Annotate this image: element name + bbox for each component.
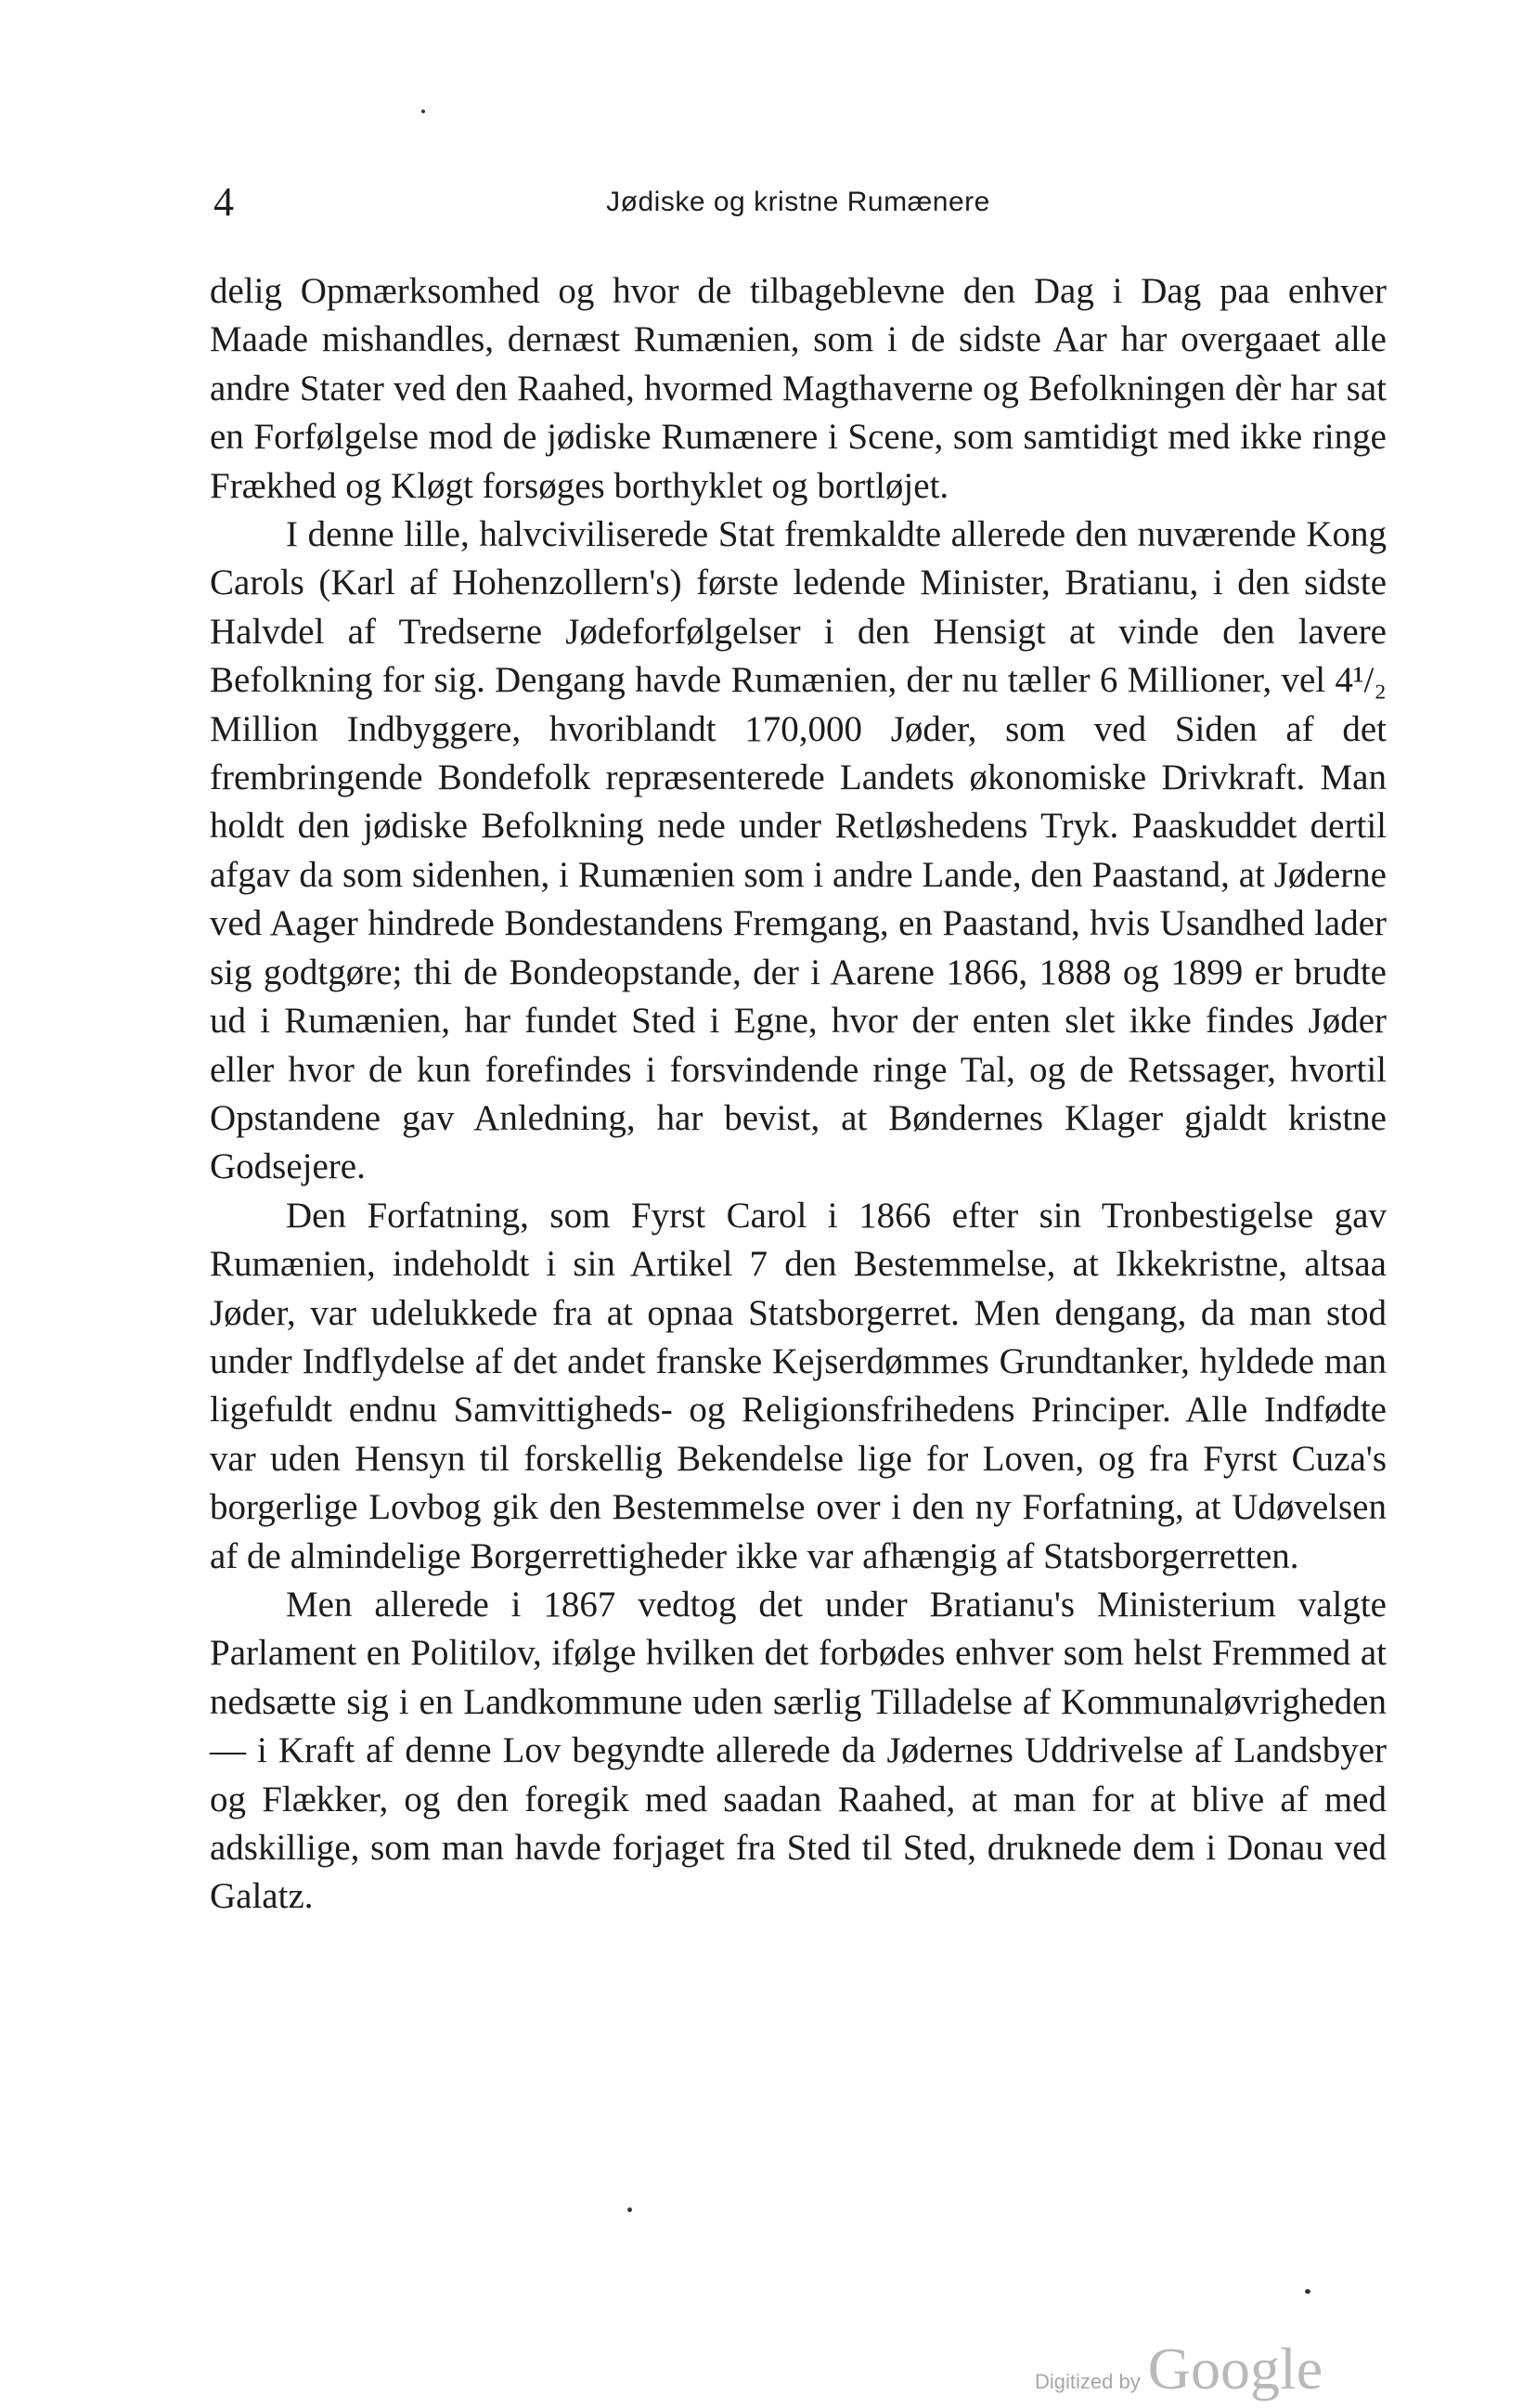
- body-text: [210, 267, 1387, 1922]
- book-page: [210, 0, 1387, 2408]
- running-title: Jødiske og kristne Rumænere: [606, 187, 990, 217]
- digitized-by-google-watermark: [1035, 2335, 1323, 2400]
- digitized-label: Digitized by: [1035, 2370, 1141, 2393]
- paragraph: Men allerede i 1867 vedtog det under Bratianu's Ministerium valgte Parlament en Politilov, ifølge hvilken det forbødes enhver som helst Fremmed at nedsætte sig i en Landkommune uden særlig Tilladelse af Kommunaløvrigheden — i Kraft af denne Lov begyndte allerede da Jødernes Uddrivelse af Landsbyer og Flækker, og den foregik med saadan Raahed, at man for at blive af med adskillige, som man havde forjaget fra Sted til Sted, druknede dem i Donau ved Galatz.: [210, 1584, 1387, 1917]
- page-header: [210, 176, 1387, 228]
- paragraph: I denne lille, halvciviliserede Stat fremkaldte allerede den nuværende Kong Carols (Karl af Hohenzollern's) første ledende Minister, Bratianu, i den sidste Halvdel af Tredserne Jødeforfølgelser i den Hensigt at vinde den lavere Befolkning for sig. Dengang havde Rumænien, der nu tæller 6 Millioner, vel 4¹/₂ Million Indbyggere, hvoriblandt 170,000 Jøder, som ved Siden af det frembringende Bondefolk repræsenterede Landets økonomiske Drivkraft. Man holdt den jødiske Befolkning nede under Retløshedens Tryk. Paaskuddet dertil afgav da som sidenhen, i Rumænien som i andre Lande, den Paastand, at Jøderne ved Aager hindrede Bondestandens Fremgang, en Paastand, hvis Usandhed lader sig godtgøre; thi de Bondeopstande, der i Aarene 1866, 1888 og 1899 er brudte ud i Rumænien, har fundet Sted i Egne, hvor der enten slet ikke findes Jøder eller hvor de kun forefindes i forsvindende ringe Tal, og de Retssager, hvortil Opstandene gav Anledning, har bevist, at Bøndernes Klager gjaldt kristne Godsejere.: [210, 514, 1387, 1187]
- scan-speck: [421, 110, 425, 113]
- scan-speck: [627, 2207, 632, 2212]
- scan-speck: [1305, 2289, 1310, 2294]
- paragraph: delig Opmærksomhed og hvor de tilbageblevne den Dag i Dag paa enhver Maade mishandles, dernæst Rumænien, som i de sidste Aar har overgaaet alle andre Stater ved den Raahed, hvormed Magthaverne og Befolkningen dèr har sat en Forfølgelse mod de jødiske Rumænere i Scene, som samtidigt med ikke ringe Frækhed og Kløgt forsøges borthyklet og bortløjet.: [210, 271, 1387, 506]
- page-number: 4: [213, 179, 234, 225]
- paragraph: Den Forfatning, som Fyrst Carol i 1866 efter sin Tronbestigelse gav Rumænien, indeholdt i sin Artikel 7 den Bestemmelse, at Ikkekristne, altsaa Jøder, var udelukkede fra at opnaa Statsborgerret. Men dengang, da man stod under Indflydelse af det andet franske Kejserdømmes Grundtanker, hyldede man ligefuldt endnu Samvittigheds- og Religionsfrihedens Principer. Alle Indfødte var uden Hensyn til forskellig Bekendelse lige for Loven, og fra Fyrst Cuza's borgerlige Lovbog gik den Bestemmelse over i den ny Forfatning, at Udøvelsen af de almindelige Borgerrettigheder ikke var afhængig af Statsborgerretten.: [210, 1195, 1387, 1576]
- google-logo: Google: [1147, 2336, 1323, 2402]
